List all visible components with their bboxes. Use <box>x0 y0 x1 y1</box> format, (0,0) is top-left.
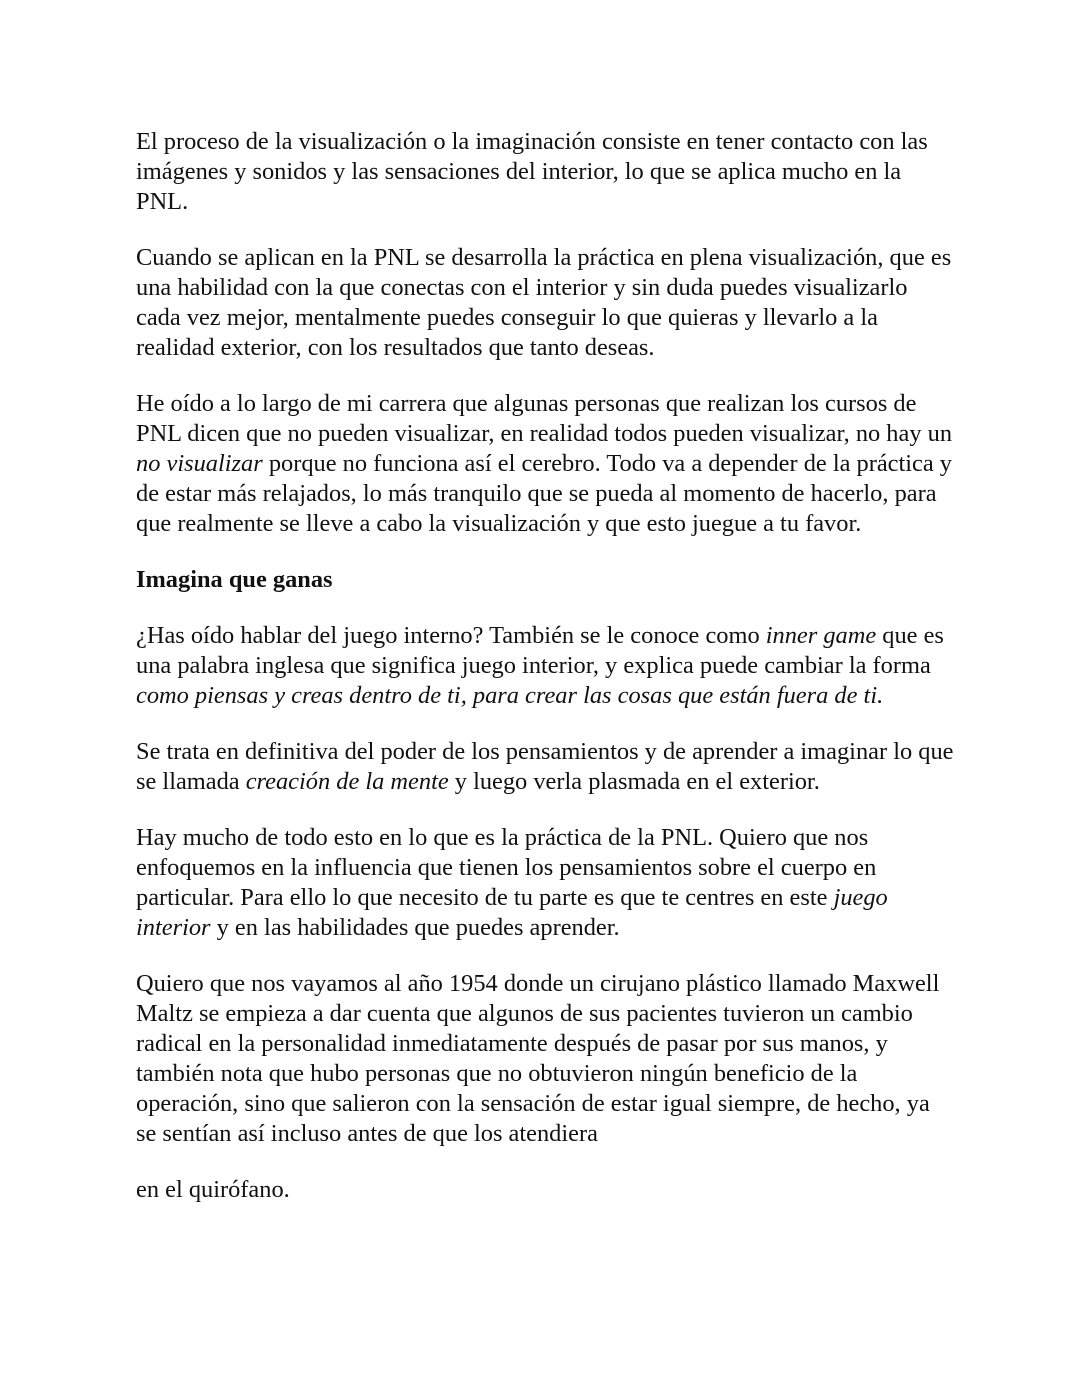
paragraph-5 <box>136 737 956 797</box>
paragraph-6-text-c: y en las habilidades que puedes aprender. <box>210 914 620 941</box>
paragraph-7: Quiero que nos vayamos al año 1954 donde un cirujano plástico llamado Maxwell Maltz se empieza a dar cuenta que algunos de sus pacientes tuvieron un cambio radical en la personalidad inmediatamente después de pasar por sus manos, y también nota que hubo personas que no obtuvieron ningún beneficio de la operación, sino que salieron con la sensación de estar igual siempre, de hecho, ya se sentían así incluso antes de que los atendiera <box>136 970 940 1147</box>
section-heading: Imagina que ganas <box>136 566 333 593</box>
paragraph-8: en el quirófano. <box>136 1176 290 1203</box>
paragraph-5-text-c: y luego verla plasmada en el exterior. <box>448 768 820 795</box>
paragraph-4-emphasis-2: como piensas y creas dentro de ti, para crear las cosas que están fuera de ti. <box>136 682 884 709</box>
paragraph-4-text-c: que es una palabra inglesa que significa juego interior, y explica puede cambiar la forma <box>136 622 944 679</box>
paragraph-6-text-a: Hay mucho de todo esto en lo que es la práctica de la PNL. Quiero que nos enfoquemos en la influencia que tienen los pensamientos sobre el cuerpo en particular. Para ello lo que necesito de tu parte es que te centres en este <box>136 824 877 911</box>
paragraph-2: Cuando se aplican en la PNL se desarrolla la práctica en plena visualización, que es una habilidad con la que conectas con el interior y sin duda puedes visualizarlo cada vez mejor, mentalmente puedes conseguir lo que quieras y llevarlo a la realidad exterior, con los resultados que tanto deseas. <box>136 244 952 361</box>
paragraph-3-emphasis: no visualizar <box>136 450 263 477</box>
paragraph-6 <box>136 823 956 943</box>
paragraph-3-text-a: He oído a lo largo de mi carrera que algunas personas que realizan los cursos de PNL dicen que no pueden visualizar, en realidad todos pueden visualizar, no hay un <box>136 390 953 447</box>
paragraph-5-emphasis: creación de la mente <box>245 768 449 795</box>
document-page <box>136 127 956 1231</box>
paragraph-5-text-a: Se trata en definitiva del poder de los pensamientos y de aprender a imaginar lo que se llamada <box>136 738 954 795</box>
paragraph-4-text-a: ¿Has oído hablar del juego interno? También se le conoce como <box>136 622 766 649</box>
paragraph-4 <box>136 621 956 711</box>
paragraph-4-emphasis-1: inner game <box>765 622 877 649</box>
paragraph-6-emphasis: juego interior <box>136 884 888 941</box>
paragraph-1: El proceso de la visualización o la imaginación consiste en tener contacto con las imágenes y sonidos y las sensaciones del interior, lo que se aplica mucho en la PNL. <box>136 128 928 215</box>
paragraph-3-text-c: porque no funciona así el cerebro. Todo va a depender de la práctica y de estar más relajados, lo más tranquilo que se pueda al momento de hacerlo, para que realmente se lleve a cabo la visualización y que esto juegue a tu favor. <box>136 450 953 537</box>
paragraph-3 <box>136 389 956 539</box>
